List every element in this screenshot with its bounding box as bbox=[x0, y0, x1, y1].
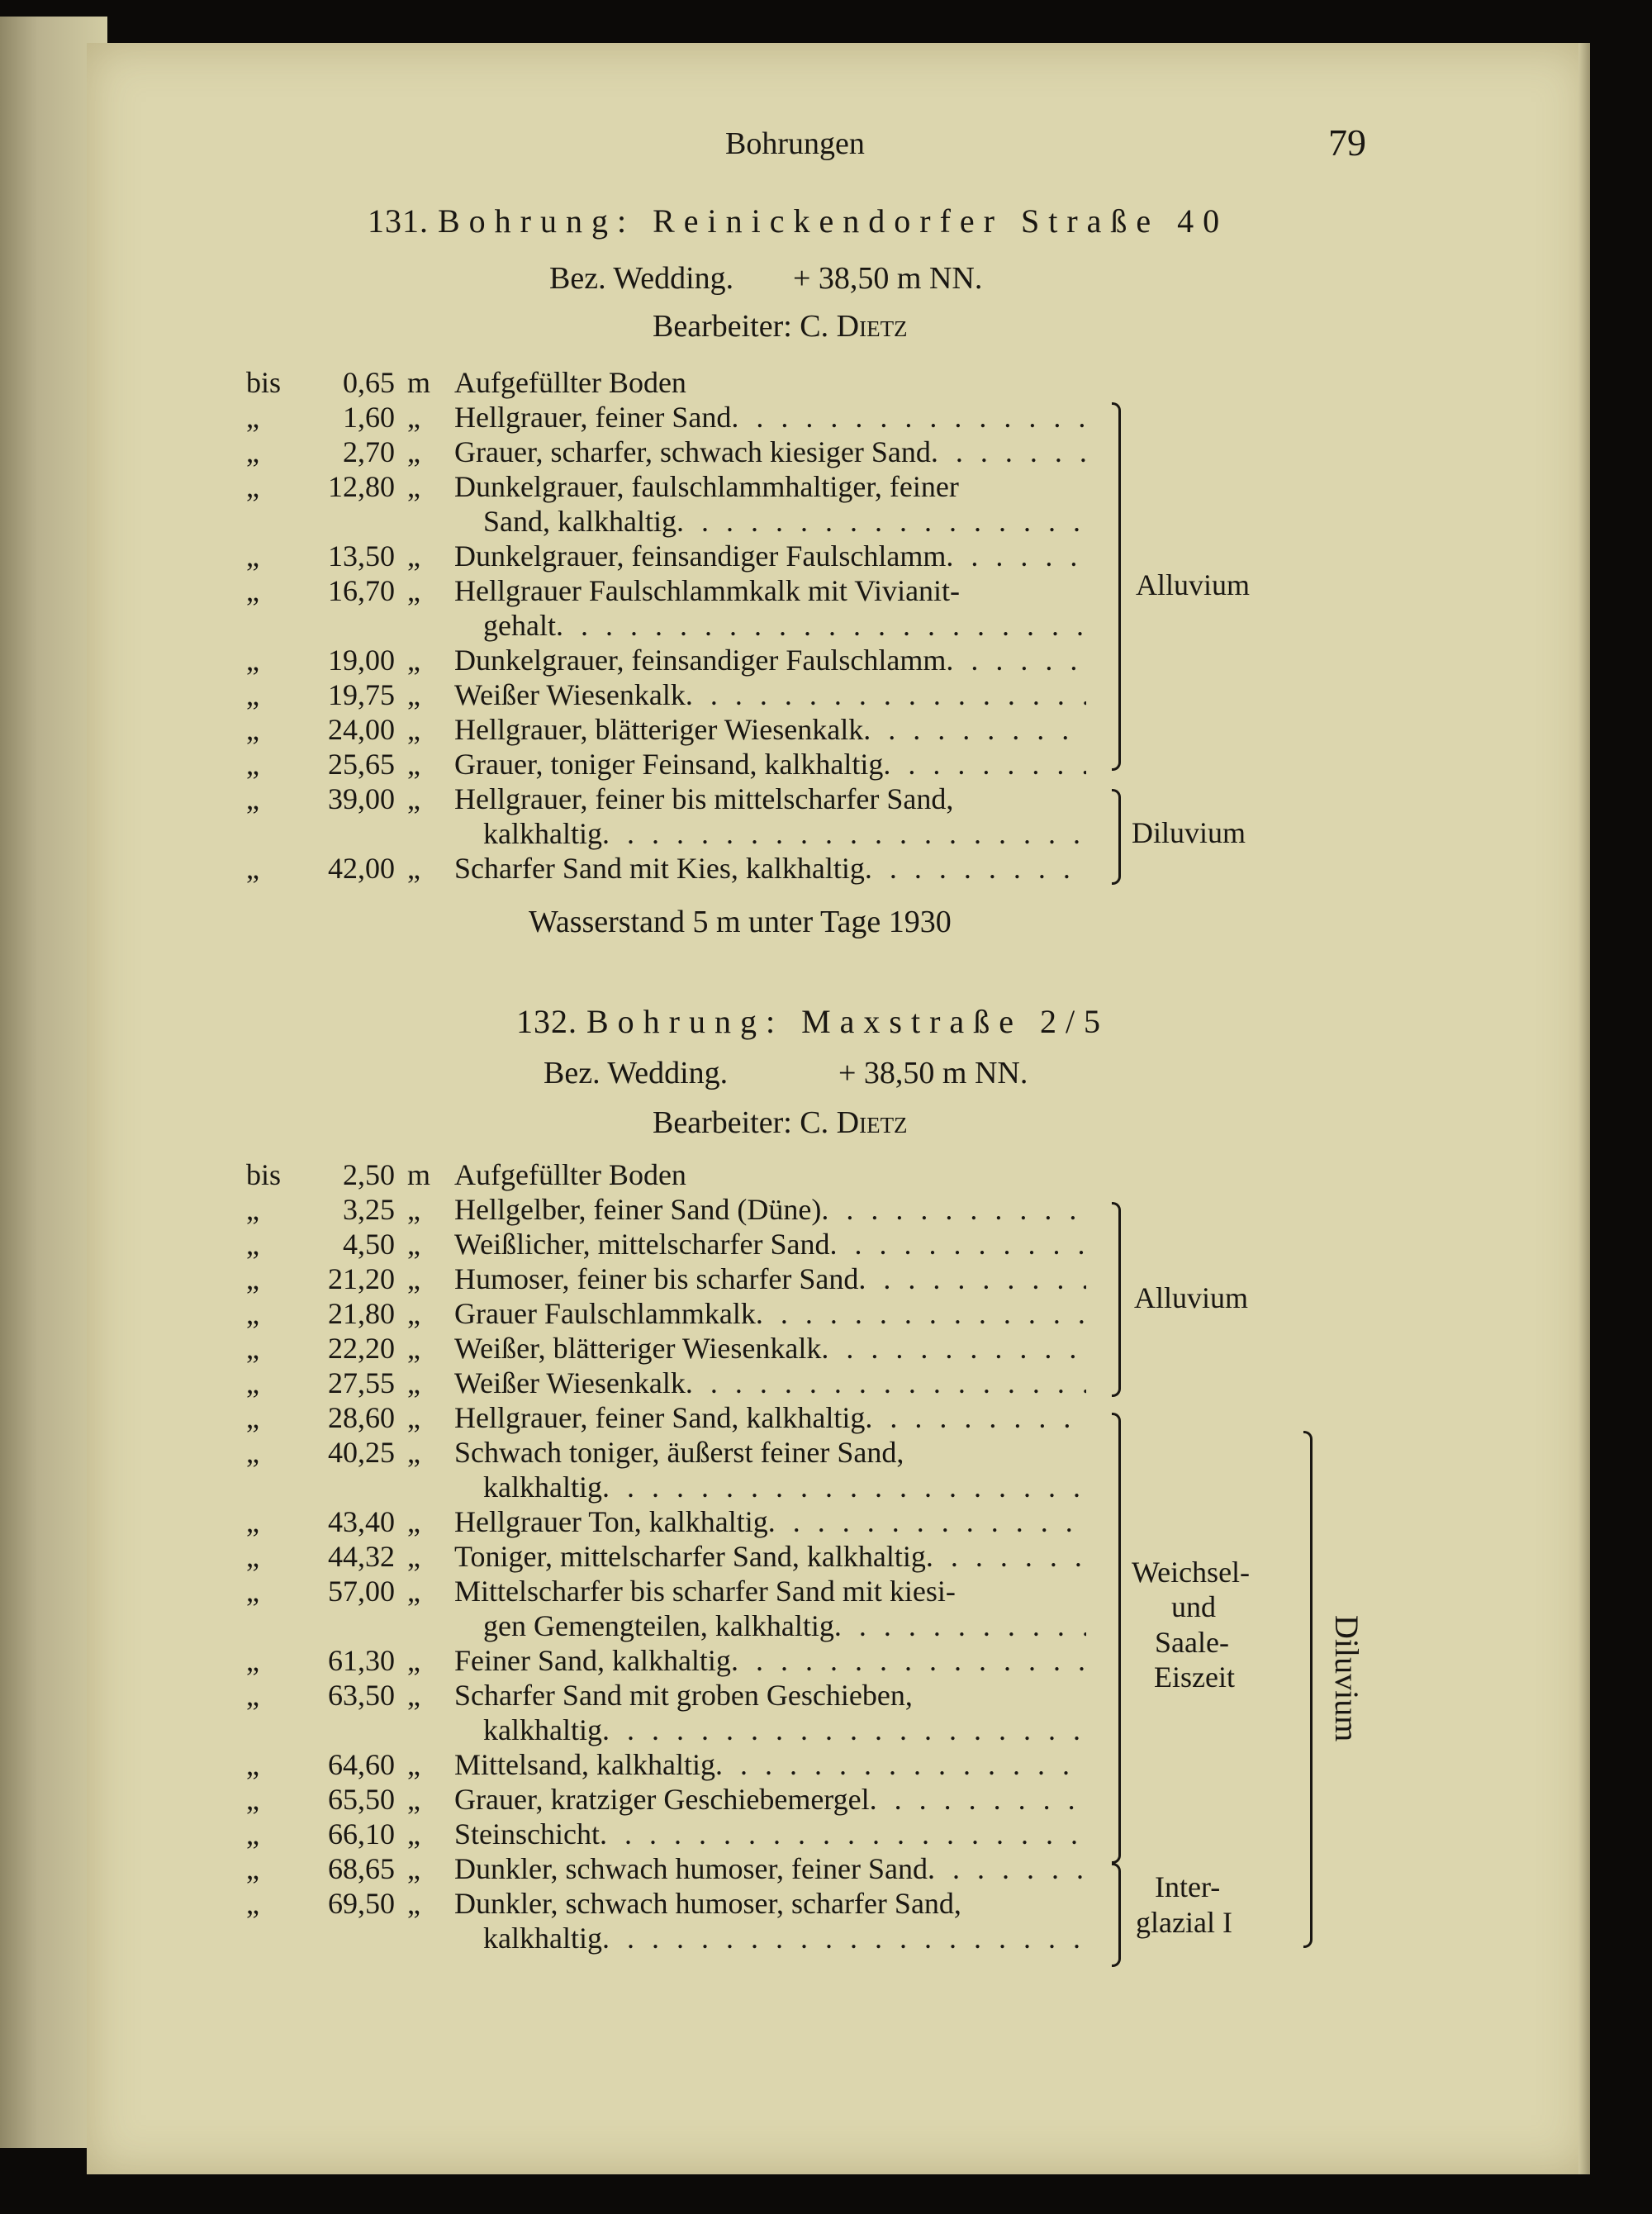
row-description-text: Dunkelgrauer, feinsandiger Faulschlamm bbox=[454, 644, 947, 677]
brace-alluvium-132 bbox=[1112, 1202, 1121, 1397]
row-depth: 24,00 bbox=[328, 713, 395, 746]
leader-dots bbox=[928, 1854, 1086, 1884]
row-description-cont bbox=[483, 611, 1086, 640]
row-description: Schwach toniger, äußerst feiner Sand, bbox=[454, 1436, 904, 1469]
row-bis: „ bbox=[246, 1366, 259, 1399]
leader-dots bbox=[676, 506, 1086, 536]
row-bis: „ bbox=[246, 852, 259, 885]
water-level-note: Wasserstand 5 m unter Tage 1930 bbox=[529, 905, 952, 939]
worker-label: Bearbeiter: bbox=[653, 309, 792, 344]
row-bis: „ bbox=[246, 470, 259, 503]
row-description-text: Humoser, feiner bis scharfer Sand bbox=[454, 1262, 859, 1295]
row-description: Hellgrauer, feiner bis mittelscharfer Sand, bbox=[454, 782, 954, 815]
row-bis: „ bbox=[246, 1436, 259, 1469]
row-depth: 43,40 bbox=[328, 1505, 395, 1538]
row-description bbox=[454, 1542, 1086, 1571]
row-bis: bis bbox=[246, 366, 282, 399]
row-bis: „ bbox=[246, 1783, 259, 1816]
row-depth: 28,60 bbox=[328, 1401, 395, 1434]
leader-dots bbox=[686, 680, 1086, 710]
row-description-cont-text: kalkhaltig bbox=[483, 1470, 602, 1504]
row-depth: 69,50 bbox=[328, 1887, 395, 1920]
group-label: Alluvium bbox=[1136, 568, 1251, 601]
row-description-text: Hellgrauer, blätteriger Wiesenkalk bbox=[454, 713, 864, 746]
row-bis: „ bbox=[246, 1228, 259, 1261]
row-depth: 2,70 bbox=[343, 435, 395, 468]
leader-dots bbox=[602, 1715, 1086, 1745]
row-bis: „ bbox=[246, 574, 259, 607]
row-depth: 21,20 bbox=[328, 1262, 395, 1295]
row-unit: „ bbox=[407, 574, 420, 607]
group-label: Diluvium bbox=[1132, 816, 1246, 849]
row-unit: „ bbox=[407, 1228, 420, 1261]
row-bis: bis bbox=[246, 1158, 282, 1191]
row-unit: „ bbox=[407, 470, 420, 503]
row-unit: „ bbox=[407, 1575, 420, 1608]
row-depth: 42,00 bbox=[328, 852, 395, 885]
row-description: Scharfer Sand mit groben Geschieben, bbox=[454, 1679, 913, 1712]
row-description-text: Grauer Faulschlammkalk bbox=[454, 1297, 756, 1330]
row-description-text: Weißer, blätteriger Wiesenkalk bbox=[454, 1332, 822, 1365]
group-label: und bbox=[1171, 1590, 1216, 1623]
row-unit: „ bbox=[407, 1887, 420, 1920]
row-description: Dunkler, schwach humoser, scharfer Sand, bbox=[454, 1887, 961, 1920]
section-title: Bohrung: Reinickendorfer Straße 40 bbox=[438, 202, 1229, 240]
leader-dots bbox=[821, 1195, 1086, 1224]
row-depth: 25,65 bbox=[328, 748, 395, 781]
row-description: Mittelscharfer bis scharfer Sand mit kiesi- bbox=[454, 1575, 956, 1608]
row-description: Hellgrauer Faulschlammkalk mit Vivianit- bbox=[454, 574, 961, 607]
row-bis: „ bbox=[246, 1748, 259, 1781]
leader-dots bbox=[821, 1333, 1086, 1363]
row-unit: „ bbox=[407, 1505, 420, 1538]
group-label: glazial I bbox=[1136, 1906, 1232, 1939]
row-description-text: Steinschicht bbox=[454, 1817, 600, 1851]
group-label: Inter- bbox=[1155, 1870, 1221, 1903]
row-unit: „ bbox=[407, 1540, 420, 1573]
leader-dots bbox=[863, 715, 1086, 744]
row-description bbox=[454, 680, 1086, 710]
row-depth: 61,30 bbox=[328, 1644, 395, 1677]
row-description-text: Scharfer Sand mit Kies, kalkhaltig bbox=[454, 852, 865, 885]
row-description bbox=[454, 1403, 1086, 1432]
row-depth: 3,25 bbox=[343, 1193, 395, 1226]
row-description-text: Weißer Wiesenkalk bbox=[454, 1366, 686, 1399]
row-bis: „ bbox=[246, 401, 259, 434]
row-description-text: Grauer, kratziger Geschiebemergel bbox=[454, 1783, 870, 1816]
elevation: + 38,50 m NN. bbox=[838, 1056, 1028, 1090]
leader-dots bbox=[883, 749, 1086, 779]
row-unit: „ bbox=[407, 1679, 420, 1712]
row-description-text: Toniger, mittelscharfer Sand, kalkhaltig bbox=[454, 1540, 926, 1573]
brace-interglazial bbox=[1112, 1863, 1121, 1967]
leader-dots bbox=[865, 1403, 1086, 1432]
row-description-text: Hellgrauer, feiner Sand bbox=[454, 401, 732, 434]
row-depth: 65,50 bbox=[328, 1783, 395, 1816]
row-unit: „ bbox=[407, 678, 420, 711]
leader-dots bbox=[731, 1646, 1086, 1675]
row-description-text: Hellgrauer Ton, kalkhaltig bbox=[454, 1505, 768, 1538]
leader-dots bbox=[926, 1542, 1086, 1571]
row-description-cont bbox=[483, 1923, 1086, 1953]
row-bis: „ bbox=[246, 1193, 259, 1226]
row-depth: 21,80 bbox=[328, 1297, 395, 1330]
group-label: Eiszeit bbox=[1154, 1660, 1235, 1694]
brace-weichsel-saale bbox=[1112, 1413, 1121, 1864]
section-title: Bohrung: Maxstraße 2/5 bbox=[586, 1003, 1110, 1040]
leader-dots bbox=[946, 541, 1086, 571]
leader-dots bbox=[602, 1923, 1086, 1953]
row-description-cont bbox=[483, 819, 1086, 848]
row-description-cont-text: gehalt bbox=[483, 609, 556, 642]
row-description-text: Weißlicher, mittelscharfer Sand bbox=[454, 1228, 830, 1261]
row-description: Dunkelgrauer, faulschlammhaltiger, feiner bbox=[454, 470, 959, 503]
row-description-text: Grauer, toniger Feinsand, kalkhaltig bbox=[454, 748, 884, 781]
section-number: 132. bbox=[516, 1003, 577, 1040]
row-bis: „ bbox=[246, 1575, 259, 1608]
leader-dots bbox=[946, 645, 1086, 675]
section-132-heading bbox=[516, 1005, 1109, 1038]
row-description-text: Dunkelgrauer, feinsandiger Faulschlamm bbox=[454, 539, 947, 573]
row-description bbox=[454, 749, 1086, 779]
leader-dots bbox=[686, 1368, 1086, 1398]
row-description-cont bbox=[483, 1472, 1086, 1502]
row-description-text: Dunkler, schwach humoser, feiner Sand bbox=[454, 1852, 928, 1885]
row-depth: 0,65 bbox=[343, 366, 395, 399]
row-bis: „ bbox=[246, 1297, 259, 1330]
leader-dots bbox=[602, 819, 1086, 848]
page-number: 79 bbox=[1328, 121, 1366, 164]
brace-diluvium-132 bbox=[1303, 1431, 1313, 1948]
group-label-rotated: Diluvium bbox=[1328, 1615, 1365, 1742]
row-description-text: Feiner Sand, kalkhaltig bbox=[454, 1644, 731, 1677]
row-unit: „ bbox=[407, 1852, 420, 1885]
leader-dots bbox=[865, 853, 1086, 883]
row-depth: 40,25 bbox=[328, 1436, 395, 1469]
district: Bez. Wedding. bbox=[549, 261, 734, 296]
row-bis: „ bbox=[246, 1332, 259, 1365]
row-bis: „ bbox=[246, 1852, 259, 1885]
row-depth: 19,75 bbox=[328, 678, 395, 711]
row-description-text: Hellgrauer, feiner Sand, kalkhaltig bbox=[454, 1401, 866, 1434]
row-unit: „ bbox=[407, 713, 420, 746]
row-description bbox=[454, 1299, 1086, 1328]
row-unit: m bbox=[407, 366, 431, 399]
row-description-text: Mittelsand, kalkhaltig bbox=[454, 1748, 715, 1781]
group-label: Saale- bbox=[1155, 1626, 1229, 1659]
row-bis: „ bbox=[246, 1644, 259, 1677]
row-description bbox=[454, 541, 1086, 571]
row-unit: m bbox=[407, 1158, 431, 1191]
row-unit: „ bbox=[407, 1817, 420, 1851]
row-unit: „ bbox=[407, 644, 420, 677]
row-depth: 68,65 bbox=[328, 1852, 395, 1885]
row-unit: „ bbox=[407, 1401, 420, 1434]
row-depth: 39,00 bbox=[328, 782, 395, 815]
running-title: Bohrungen bbox=[725, 126, 865, 161]
row-bis: „ bbox=[246, 713, 259, 746]
row-bis: „ bbox=[246, 1262, 259, 1295]
row-bis: „ bbox=[246, 1679, 259, 1712]
row-description bbox=[454, 1333, 1086, 1363]
worker-name: C. Dietz bbox=[800, 1105, 908, 1140]
row-description bbox=[454, 1750, 1086, 1779]
worker-line bbox=[653, 311, 908, 342]
row-description bbox=[454, 1264, 1086, 1294]
leader-dots bbox=[715, 1750, 1086, 1779]
row-bis: „ bbox=[246, 1505, 259, 1538]
row-bis: „ bbox=[246, 1817, 259, 1851]
row-depth: 13,50 bbox=[328, 539, 395, 573]
brace-diluvium-131 bbox=[1112, 789, 1121, 885]
row-description: Aufgefüllter Boden bbox=[454, 366, 686, 399]
row-description-cont-text: kalkhaltig bbox=[483, 817, 602, 850]
leader-dots bbox=[870, 1784, 1086, 1814]
row-depth: 2,50 bbox=[343, 1158, 395, 1191]
page-edge bbox=[1578, 43, 1590, 2174]
worker-line bbox=[653, 1107, 908, 1138]
row-unit: „ bbox=[407, 401, 420, 434]
worker-label: Bearbeiter: bbox=[653, 1105, 792, 1140]
row-unit: „ bbox=[407, 1193, 420, 1226]
group-label: Weichsel- bbox=[1132, 1556, 1251, 1589]
row-bis: „ bbox=[246, 435, 259, 468]
row-depth: 4,50 bbox=[343, 1228, 395, 1261]
row-description bbox=[454, 1229, 1086, 1259]
group-label: Alluvium bbox=[1134, 1281, 1249, 1314]
row-unit: „ bbox=[407, 1783, 420, 1816]
row-unit: „ bbox=[407, 1748, 420, 1781]
row-bis: „ bbox=[246, 678, 259, 711]
row-unit: „ bbox=[407, 435, 420, 468]
row-bis: „ bbox=[246, 539, 259, 573]
row-description-cont bbox=[483, 1715, 1086, 1745]
district: Bez. Wedding. bbox=[544, 1056, 729, 1090]
worker-name: C. Dietz bbox=[800, 309, 908, 344]
row-unit: „ bbox=[407, 1366, 420, 1399]
leader-dots bbox=[756, 1299, 1086, 1328]
leader-dots bbox=[834, 1611, 1086, 1641]
section-131-heading bbox=[368, 202, 1229, 240]
row-depth: 64,60 bbox=[328, 1748, 395, 1781]
row-unit: „ bbox=[407, 1644, 420, 1677]
row-description: Aufgefüllter Boden bbox=[454, 1158, 686, 1191]
brace-alluvium-131 bbox=[1112, 402, 1121, 771]
row-depth: 12,80 bbox=[328, 470, 395, 503]
row-description-cont-text: kalkhaltig bbox=[483, 1922, 602, 1955]
row-depth: 63,50 bbox=[328, 1679, 395, 1712]
row-bis: „ bbox=[246, 644, 259, 677]
row-depth: 16,70 bbox=[328, 574, 395, 607]
row-depth: 19,00 bbox=[328, 644, 395, 677]
row-description-cont-text: Sand, kalkhaltig bbox=[483, 505, 676, 538]
row-description-cont bbox=[483, 1611, 1086, 1641]
leader-dots bbox=[731, 402, 1086, 432]
row-description bbox=[454, 1195, 1086, 1224]
row-bis: „ bbox=[246, 1887, 259, 1920]
row-description bbox=[454, 402, 1086, 432]
row-bis: „ bbox=[246, 1540, 259, 1573]
leader-dots bbox=[556, 611, 1086, 640]
row-depth: 57,00 bbox=[328, 1575, 395, 1608]
leader-dots bbox=[768, 1507, 1086, 1537]
row-depth: 27,55 bbox=[328, 1366, 395, 1399]
row-depth: 44,32 bbox=[328, 1540, 395, 1573]
row-unit: „ bbox=[407, 852, 420, 885]
row-unit: „ bbox=[407, 1332, 420, 1365]
row-bis: „ bbox=[246, 1401, 259, 1434]
row-description bbox=[454, 437, 1086, 467]
row-description-text: Grauer, scharfer, schwach kiesiger Sand bbox=[454, 435, 931, 468]
row-description bbox=[454, 853, 1086, 883]
row-unit: „ bbox=[407, 539, 420, 573]
row-description bbox=[454, 1854, 1086, 1884]
row-description bbox=[454, 1507, 1086, 1537]
leader-dots bbox=[858, 1264, 1086, 1294]
row-unit: „ bbox=[407, 1436, 420, 1469]
elevation: + 38,50 m NN. bbox=[793, 261, 983, 296]
row-depth: 66,10 bbox=[328, 1817, 395, 1851]
row-unit: „ bbox=[407, 782, 420, 815]
leader-dots bbox=[602, 1472, 1086, 1502]
row-description-cont-text: kalkhaltig bbox=[483, 1713, 602, 1746]
row-description bbox=[454, 715, 1086, 744]
row-description-cont-text: gen Gemengteilen, kalkhaltig bbox=[483, 1609, 834, 1642]
row-description bbox=[454, 1368, 1086, 1398]
row-description bbox=[454, 645, 1086, 675]
section-number: 131. bbox=[368, 202, 429, 240]
leader-dots bbox=[829, 1229, 1086, 1259]
row-description-text: Hellgelber, feiner Sand (Düne) bbox=[454, 1193, 822, 1226]
row-description bbox=[454, 1784, 1086, 1814]
row-description bbox=[454, 1646, 1086, 1675]
row-depth: 22,20 bbox=[328, 1332, 395, 1365]
row-bis: „ bbox=[246, 748, 259, 781]
row-description-text: Weißer Wiesenkalk bbox=[454, 678, 686, 711]
row-bis: „ bbox=[246, 782, 259, 815]
row-depth: 1,60 bbox=[343, 401, 395, 434]
row-unit: „ bbox=[407, 1262, 420, 1295]
row-unit: „ bbox=[407, 748, 420, 781]
row-description bbox=[454, 1819, 1086, 1849]
leader-dots bbox=[600, 1819, 1086, 1849]
row-description-cont bbox=[483, 506, 1086, 536]
leader-dots bbox=[931, 437, 1086, 467]
row-unit: „ bbox=[407, 1297, 420, 1330]
